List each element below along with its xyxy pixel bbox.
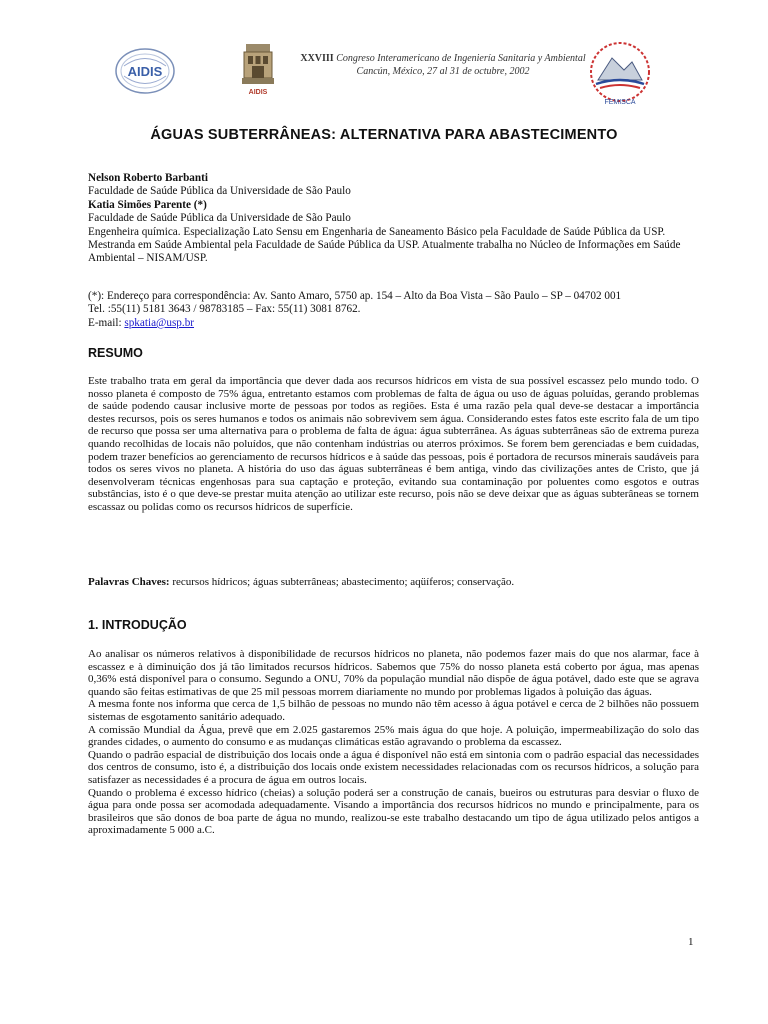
phone-line: Tel. :55(11) 5181 3643 / 98783185 – Fax: 55(11) 3081 8762. (88, 303, 361, 316)
congress-header (298, 52, 588, 78)
page-number: 1 (688, 936, 694, 948)
contact-block (88, 290, 698, 330)
congress-number: XXVIII (300, 53, 334, 64)
intro-paragraph-4: Quando o padrão espacial de distribuição dos locais onde a água é disponível não está em sintonia com o padrão espacial das necessidades dos centros de consumo, isto é, a distribuição dos locais onde existem necessidades relacionadas com os recursos hídricos, a solução para satisfazer as necessidades é a procura de água em outros locais. (88, 748, 699, 786)
building-logo-text: AIDIS (248, 89, 268, 96)
aidis-logo (114, 46, 176, 96)
author-bio: Engenheira química. Especialização Lato Sensu em Engenharia de Saneamento Básico pela Faculdade de Saúde Pública da USP. Mestranda em Saúde Ambiental pela Faculdade de Saúde Pública da USP. Atualmente trabalha no Núcleo de Informações em Saúde Ambiental – NISAM/USP. (88, 225, 681, 265)
resumo-text: Este trabalho trata em geral da importância que dever dada aos recursos hídricos em vista de sua possível escassez pelo mundo todo. O nosso planeta é composto de 75% água, entretanto estamos com problemas de falta de água ou uso de águas poluídas, gerando problemas de saúde podendo causar inclusive morte de pessoas por todos as regiões. Esta é uma razão pela qual deve-se destacar a importância destes recursos, pois os seres humanos e todos os animais não sobrevivem sem água. Considerando estes fatos este escrito fala de um tipo de recurso que possa ser uma alternativa para o problema de falta de água: água subterrânea. As águas subterrâneas são de extrema pureza quando recolhidas de locais não poluídos, que não contenham indústrias ou aterros próximos. Se forem bem gerenciadas e bem cuidadas, podem trazer benefícios ao gerenciamento de recursos hídricos e à saúde das pessoas, pois é portadora de recursos minerais saudáveis para todos os seres vivos no planeta. A história do uso das águas subterrâneas é bem antiga, vindo das civilizações antes de Cristo, que já desenvolveram técnicas engenhosas para sua captação e proteção, evitando sua contaminação por poluentes como esgotos e outras substâncias, isto é o que deve-se prestar muita atenção ao utilizar este recurso, pois não se deve deixar que as águas subterâneas se tornem escassaz ou polidas como os recursos hídricos de superfície. (88, 375, 699, 513)
intro-paragraph-2: A mesma fonte nos informa que cerca de 1,5 bilhão de pessoas no mundo não têm acesso à água potável e cerca de 2 bilhões não possuem sistemas de esgotamento sanitário adequado. (88, 698, 699, 723)
congress-name: Congreso Interamericano de Ingeniería Sanitaria y Ambiental (336, 53, 586, 64)
congress-place-date: Cancún, México, 27 al 31 de octubre, 2002 (356, 66, 530, 77)
intro-paragraph-1: Ao analisar os números relativos à disponibilidade de recursos hídricos no planeta, não podemos fazer mais do que nos alarmar, face à escassez e à diminuição dos já tão limitados recursos hídricos. Sabemos que 75% do nosso planeta está coberto por água, mas apenas 0,36% está disponível para o consumo. Segundo a ONU, 70% da população mundial não dispõe de água potável, dado este que se agrava quando são feitas estimativas de que 25 mil pessoas morrem diariamente no mundo por problemas ligados à poluição das águas. (88, 648, 699, 698)
intro-paragraph-5: Quando o problema é excesso hídrico (cheias) a solução poderá ser a construção de canais, bueiros ou estruturas para desviar o fluxo de água para onde possa ser acomodada adequadamente. Visando a importância dos recursos hídricos no mundo e principalmente, para os brasileiros que são donos de boa parte de água no mundo, realizou-se este trabalho destacando um tipo de água utilizado pelos antigos a aproximadamente 5 000 a.C. (88, 786, 699, 837)
email-line (88, 317, 698, 330)
author-2-affiliation: Faculdade de Saúde Pública da Universidade de São Paulo (88, 212, 351, 225)
building-logo (238, 42, 278, 100)
paper-title: ÁGUAS SUBTERRÂNEAS: ALTERNATIVA PARA ABASTECIMENTO (150, 127, 618, 143)
intro-paragraph-3: A comissão Mundial da Água, prevê que em 2.025 gastaremos 25% mais água do que hoje. A poluição, impermeabilização do solo das grandes cidades, o aumento do consumo e as mudanças climáticas estão agravando o problema da escassez. (88, 723, 699, 749)
email-label: E-mail: (88, 316, 125, 329)
intro-body (88, 648, 699, 837)
resumo-heading: RESUMO (88, 346, 143, 360)
keywords-label: Palavras Chaves: (88, 576, 170, 588)
email-link[interactable]: spkatia@usp.br (124, 316, 195, 329)
aidis-logo-text: AIDIS (127, 64, 163, 79)
address-line: (*): Endereço para correspondência: Av. Santo Amaro, 5750 ap. 154 – Alto da Boa Vista – São Paulo – SP – 04702 001 (88, 290, 622, 302)
intro-heading: 1. INTRODUÇÃO (88, 618, 187, 632)
femisca-logo-text: FEMISCA (604, 99, 636, 106)
keywords-line (88, 576, 699, 589)
keywords-list: recursos hídricos; águas subterrâneas; abastecimento; aqüíferos; conservação. (169, 576, 515, 588)
author-1-name: Nelson Roberto Barbanti (88, 172, 208, 184)
authors-block (88, 172, 698, 266)
author-1-affiliation: Faculdade de Saúde Pública da Universidade de São Paulo (88, 185, 351, 198)
author-2-name: Katia Simões Parente (*) (88, 198, 207, 211)
femisca-logo (580, 40, 660, 108)
